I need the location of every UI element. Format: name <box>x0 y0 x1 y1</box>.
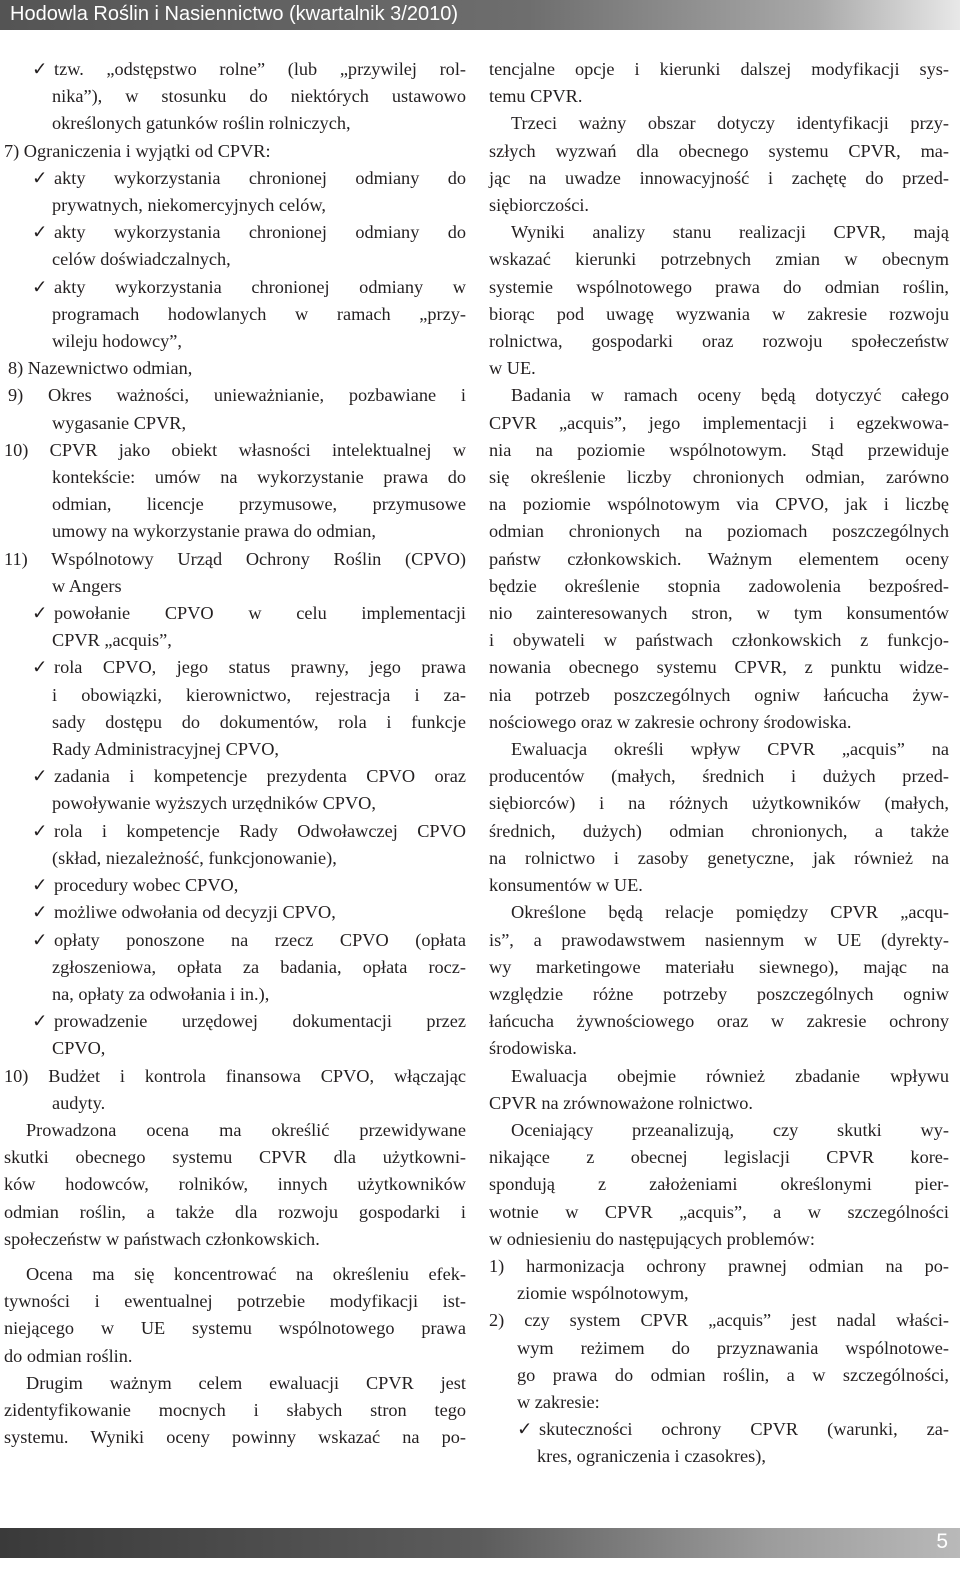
checklist-line <box>4 654 466 681</box>
text-line <box>489 274 949 301</box>
checklist-line <box>4 219 466 246</box>
line-text: na poziomie wspólnotowym via CPVO, jak i liczbę <box>489 494 949 515</box>
text-line <box>489 627 949 654</box>
line-text: 10) CPVR jako obiekt własności intelektualnej w <box>4 439 466 460</box>
text-line <box>4 410 466 437</box>
checklist-line <box>4 872 466 899</box>
line-text: is”, a prawodawstwem nasiennym w UE (dyrekty- <box>489 929 949 950</box>
text-line <box>4 1226 466 1253</box>
line-text: CPVR „acquis”, jego implementacji i egzekwowa- <box>489 412 949 433</box>
text-line <box>4 355 466 382</box>
text-line <box>489 899 949 926</box>
line-text: akty wykorzystania chronionej odmiany do <box>54 222 466 243</box>
line-text: kontekście: umów na wykorzystanie prawa do <box>52 467 466 488</box>
line-text: Określone będą relacje pomiędzy CPVR „acqu- <box>511 902 949 923</box>
checklist-line <box>4 274 466 301</box>
checkmark-icon: ✓ <box>517 1419 533 1440</box>
line-text: prywatnych, niekomercyjnych celów, <box>52 195 326 216</box>
line-text: wym reżimem do przyznawania wspólnotowe- <box>517 1337 949 1358</box>
text-line <box>4 1144 466 1171</box>
line-text: CPVR na zrównoważone rolnictwo. <box>489 1092 754 1113</box>
line-text: Drugim ważnym celem ewaluacji CPVR jest <box>26 1372 466 1393</box>
journal-header-bar <box>0 0 960 30</box>
line-text: celów doświadczalnych, <box>52 249 231 270</box>
line-text: zgłoszeniowa, opłata za badania, opłata rocz- <box>52 956 466 977</box>
text-line <box>4 192 466 219</box>
text-line <box>489 1226 949 1253</box>
text-line <box>4 1424 466 1451</box>
text-line <box>489 301 949 328</box>
page-number: 5 <box>936 1530 948 1553</box>
checkmark-icon: ✓ <box>32 276 48 297</box>
line-text: siębiorczości. <box>489 195 590 216</box>
line-text: 8) Nazewnictwo odmian, <box>8 358 193 379</box>
paragraph-gap <box>4 1253 466 1261</box>
line-text: spondują z założeniami określonymi pier- <box>489 1174 949 1195</box>
line-text: go prawa do odmian roślin, a w szczególności, <box>517 1364 949 1385</box>
checklist-line <box>489 1416 949 1443</box>
text-line <box>489 1199 949 1226</box>
text-line <box>4 83 466 110</box>
checklist-line <box>4 899 466 926</box>
checkmark-icon: ✓ <box>32 603 48 624</box>
text-line <box>4 437 466 464</box>
line-text: w odniesieniu do następujących problemów: <box>489 1228 815 1249</box>
line-text: na rolnictwo i zasoby genetyczne, jak również na <box>489 847 949 868</box>
text-line <box>489 709 949 736</box>
text-line <box>4 110 466 137</box>
line-text: programach hodowlanych w ramach „przy- <box>52 303 466 324</box>
text-line <box>489 736 949 763</box>
line-text: zadania i kompetencje prezydenta CPVO oraz <box>54 766 466 787</box>
line-text: odmian chronionych na poziomach poszczególnych <box>489 521 949 542</box>
line-text: akty wykorzystania chronionej odmiany do <box>54 167 466 188</box>
line-text: 9) Okres ważności, unieważnianie, pozbawiane i <box>8 385 466 406</box>
text-line <box>489 165 949 192</box>
line-text: akty wykorzystania chronionej odmiany w <box>54 276 466 297</box>
text-line <box>489 1008 949 1035</box>
line-text: do odmian roślin. <box>4 1345 133 1366</box>
text-line <box>489 1117 949 1144</box>
text-line <box>4 709 466 736</box>
line-text: 7) Ograniczenia i wyjątki od CPVR: <box>4 140 271 161</box>
checklist-line <box>4 56 466 83</box>
text-line <box>489 600 949 627</box>
checkmark-icon: ✓ <box>32 766 48 787</box>
text-line <box>489 845 949 872</box>
text-line <box>489 246 949 273</box>
line-text: 1) harmonizacja ochrony prawnej odmian na po- <box>489 1255 949 1276</box>
line-text: umowy na wykorzystanie prawa do odmian, <box>52 521 376 542</box>
line-text: szłych wyzwań dla obecnego systemu CPVR, ma- <box>489 140 949 161</box>
line-text: siębiorców) i na różnych użytkowników (małych, <box>489 793 949 814</box>
line-text: biorąc pod uwagę wyzwania w zakresie rozwoju <box>489 303 949 324</box>
text-line <box>489 1389 949 1416</box>
text-line <box>489 954 949 981</box>
line-text: nia potrzeb poszczególnych ogniw łańcucha żyw- <box>489 684 949 705</box>
checkmark-icon: ✓ <box>32 657 48 678</box>
checklist-line <box>4 818 466 845</box>
line-text: procedury wobec CPVO, <box>54 875 239 896</box>
line-text: CPVO, <box>52 1038 106 1059</box>
checkmark-icon: ✓ <box>32 167 48 188</box>
text-line <box>4 464 466 491</box>
line-text: nościowego oraz w zakresie ochrony środowiska. <box>489 711 852 732</box>
line-text: Ewaluacja obejmie również zbadanie wpływu <box>511 1065 949 1086</box>
text-line <box>4 627 466 654</box>
line-text: Ocena ma się koncentrować na określeniu efek- <box>26 1263 466 1284</box>
checkmark-icon: ✓ <box>32 59 48 79</box>
text-line <box>489 1035 949 1062</box>
text-line <box>4 790 466 817</box>
line-text: wotnie w CPVR „acquis”, a w szczególności <box>489 1201 949 1222</box>
line-text: rola i kompetencje Rady Odwoławczej CPVO <box>54 820 466 841</box>
text-line <box>4 1315 466 1342</box>
text-line <box>489 654 949 681</box>
text-line <box>489 818 949 845</box>
text-line <box>489 491 949 518</box>
line-text: wy marketingowe materiału siewnego), mając na <box>489 956 949 977</box>
text-line <box>4 573 466 600</box>
line-text: audyty. <box>52 1092 106 1113</box>
line-text: będzie określenie stopnia zadowolenia bezpośred- <box>489 575 949 596</box>
line-text: rola CPVO, jego status prawny, jego prawa <box>54 657 466 678</box>
text-line <box>4 1063 466 1090</box>
line-text: średnich, dużych) odmian chronionych, a także <box>489 820 949 841</box>
line-text: możliwe odwołania od decyzji CPVO, <box>54 902 336 923</box>
text-line <box>489 1362 949 1389</box>
text-line <box>489 464 949 491</box>
line-text: się określenie liczby chronionych odmian, zarówno <box>489 467 949 488</box>
text-line <box>489 83 949 110</box>
text-line <box>489 1307 949 1334</box>
line-text: określonych gatunków roślin rolniczych, <box>52 113 351 134</box>
line-text: prowadzenie urzędowej dokumentacji przez <box>54 1011 466 1032</box>
text-line <box>489 1335 949 1362</box>
text-line <box>489 1253 949 1280</box>
text-line <box>4 1035 466 1062</box>
text-line <box>489 546 949 573</box>
text-line <box>489 355 949 382</box>
text-line <box>489 790 949 817</box>
line-text: skutki obecnego systemu CPVR dla użytkowni- <box>4 1147 466 1168</box>
text-line <box>489 872 949 899</box>
checkmark-icon: ✓ <box>32 902 48 923</box>
line-text: Prowadzona ocena ma określić przewidywane <box>26 1119 466 1140</box>
line-text: Badania w ramach oceny będą dotyczyć całego <box>511 385 949 406</box>
text-line <box>4 1117 466 1144</box>
line-text: i obywateli w państwach członkowskich z funkcjo- <box>489 630 949 651</box>
line-text: producentów (małych, średnich i dużych przed- <box>489 766 949 787</box>
text-line <box>489 573 949 600</box>
checklist-line <box>4 1008 466 1035</box>
line-text: CPVR „acquis”, <box>52 630 172 651</box>
line-text: nika”), w stosunku do niektórych ustawowo <box>52 86 466 107</box>
line-text: nowania obecnego systemu CPVR, z punktu widze- <box>489 657 949 678</box>
text-line <box>4 518 466 545</box>
text-line <box>4 1288 466 1315</box>
checkmark-icon: ✓ <box>32 875 48 896</box>
line-text: zidentyfikowanie mocnych i słabych stron tego <box>4 1399 466 1420</box>
text-line <box>4 736 466 763</box>
line-text: skuteczności ochrony CPVR (warunki, za- <box>539 1419 949 1440</box>
line-text: w UE. <box>489 358 536 379</box>
line-text: 11) Wspólnotowy Urząd Ochrony Roślin (CPVO) <box>4 548 466 569</box>
text-line <box>4 1090 466 1117</box>
line-text: sady dostępu do dokumentów, rola i funkcje <box>52 711 466 732</box>
text-line <box>4 845 466 872</box>
checklist-line <box>4 927 466 954</box>
line-text: tzw. „odstępstwo rolne” (lub „przywilej rol- <box>54 59 466 79</box>
text-line <box>4 1199 466 1226</box>
line-text: nio zainteresowanych stron, w tym konsumentów <box>489 603 949 624</box>
line-text: konsumentów w UE. <box>489 875 643 896</box>
checkmark-icon: ✓ <box>32 820 48 841</box>
line-text: wileju hodowcy”, <box>52 331 182 352</box>
line-text: powołanie CPVO w celu implementacji <box>54 603 466 624</box>
text-line <box>489 763 949 790</box>
line-text: nia na poziomie wspólnotowym. Stąd przewiduje <box>489 439 949 460</box>
checklist-line <box>4 763 466 790</box>
text-line <box>489 382 949 409</box>
text-line <box>489 1063 949 1090</box>
checklist-line <box>4 165 466 192</box>
line-text: wskazać kierunki potrzebnych zmian w obecnym <box>489 249 949 270</box>
line-text: odmian roślin, a także dla rozwoju gospodarki i <box>4 1201 466 1222</box>
checkmark-icon: ✓ <box>32 929 48 950</box>
line-text: odmian, licencje przymusowe, przymusowe <box>52 494 466 515</box>
line-text: rolnictwa, gospodarki oraz rozwoju społeczeństw <box>489 331 949 352</box>
text-line <box>489 138 949 165</box>
text-line <box>4 981 466 1008</box>
text-line <box>4 138 466 165</box>
left-text-column <box>4 56 466 1451</box>
line-text: ziomie wspólnotowym, <box>517 1283 689 1304</box>
text-line <box>4 382 466 409</box>
text-line <box>4 328 466 355</box>
checkmark-icon: ✓ <box>32 222 48 243</box>
line-text: powoływanie wyższych urzędników CPVO, <box>52 793 376 814</box>
line-text: (skład, niezależność, funkcjonowanie), <box>52 847 337 868</box>
line-text: systemu. Wyniki oceny powinny wskazać na po- <box>4 1427 466 1448</box>
line-text: w zakresie: <box>517 1391 600 1412</box>
line-text: łańcucha żywnościowego oraz w zakresie ochrony <box>489 1011 949 1032</box>
line-text: nikające z obecnej legislacji CPVR kore- <box>489 1147 949 1168</box>
text-line <box>4 301 466 328</box>
text-line <box>489 518 949 545</box>
line-text: opłaty ponoszone na rzecz CPVO (opłata <box>54 929 466 950</box>
text-line <box>4 1343 466 1370</box>
line-text: i obowiązki, kierownictwo, rejestracja i za- <box>52 684 466 705</box>
line-text: wygasanie CPVR, <box>52 412 187 433</box>
text-line <box>489 410 949 437</box>
line-text: tencjalne opcje i kierunki dalszej modyfikacji sys- <box>489 59 949 79</box>
text-line <box>489 192 949 219</box>
checkmark-icon: ✓ <box>32 1011 48 1032</box>
text-line <box>4 546 466 573</box>
line-text: tywności i ewentualnej potrzebie modyfikacji ist- <box>4 1291 466 1312</box>
footer-bar <box>0 1528 960 1558</box>
text-line <box>4 1171 466 1198</box>
text-line <box>489 981 949 1008</box>
text-line <box>489 1280 949 1307</box>
line-text: Ewaluacja określi wpływ CPVR „acquis” na <box>511 739 949 760</box>
right-text-column <box>489 56 949 1471</box>
line-text: Trzeci ważny obszar dotyczy identyfikacji przy- <box>511 113 949 134</box>
line-text: względzie różne potrzeby poszczególnych ogniw <box>489 983 949 1004</box>
text-line <box>4 491 466 518</box>
line-text: na, opłaty za odwołania i in.), <box>52 983 270 1004</box>
line-text: w Angers <box>52 575 122 596</box>
line-text: systemie wspólnotowego prawa do odmian roślin, <box>489 276 949 297</box>
text-line <box>489 1443 949 1470</box>
line-text: 10) Budżet i kontrola finansowa CPVO, włączając <box>4 1065 466 1086</box>
line-text: państw członkowskich. Ważnym elementem oceny <box>489 548 949 569</box>
line-text: kres, ograniczenia i czasokres), <box>537 1446 766 1467</box>
line-text: Oceniający przeanalizują, czy skutki wy- <box>511 1119 949 1140</box>
text-line <box>489 56 949 83</box>
text-line <box>4 246 466 273</box>
text-line <box>4 954 466 981</box>
line-text: niejącego w UE systemu wspólnotowego prawa <box>4 1318 466 1339</box>
line-text: Wyniki analizy stanu realizacji CPVR, mają <box>511 222 949 243</box>
text-line <box>4 682 466 709</box>
line-text: 2) czy system CPVR „acquis” jest nadal właści- <box>489 1310 949 1331</box>
text-line <box>489 328 949 355</box>
text-line <box>489 1171 949 1198</box>
text-line <box>4 1397 466 1424</box>
line-text: społeczeństw w państwach członkowskich. <box>4 1228 320 1249</box>
checklist-line <box>4 600 466 627</box>
text-line <box>489 1090 949 1117</box>
line-text: Rady Administracyjnej CPVO, <box>52 739 279 760</box>
line-text: jąc na uwadze innowacyjność i zachętę do przed- <box>489 167 949 188</box>
text-line <box>489 219 949 246</box>
line-text: temu CPVR. <box>489 86 583 107</box>
text-line <box>4 1261 466 1288</box>
line-text: ków hodowców, rolników, innych użytkowników <box>4 1174 466 1195</box>
line-text: środowiska. <box>489 1038 577 1059</box>
text-line <box>4 1370 466 1397</box>
text-line <box>489 1144 949 1171</box>
text-line <box>489 682 949 709</box>
journal-title: Hodowla Roślin i Nasiennictwo (kwartalnik 3/2010) <box>10 3 458 25</box>
text-line <box>489 927 949 954</box>
text-line <box>489 110 949 137</box>
text-line <box>489 437 949 464</box>
